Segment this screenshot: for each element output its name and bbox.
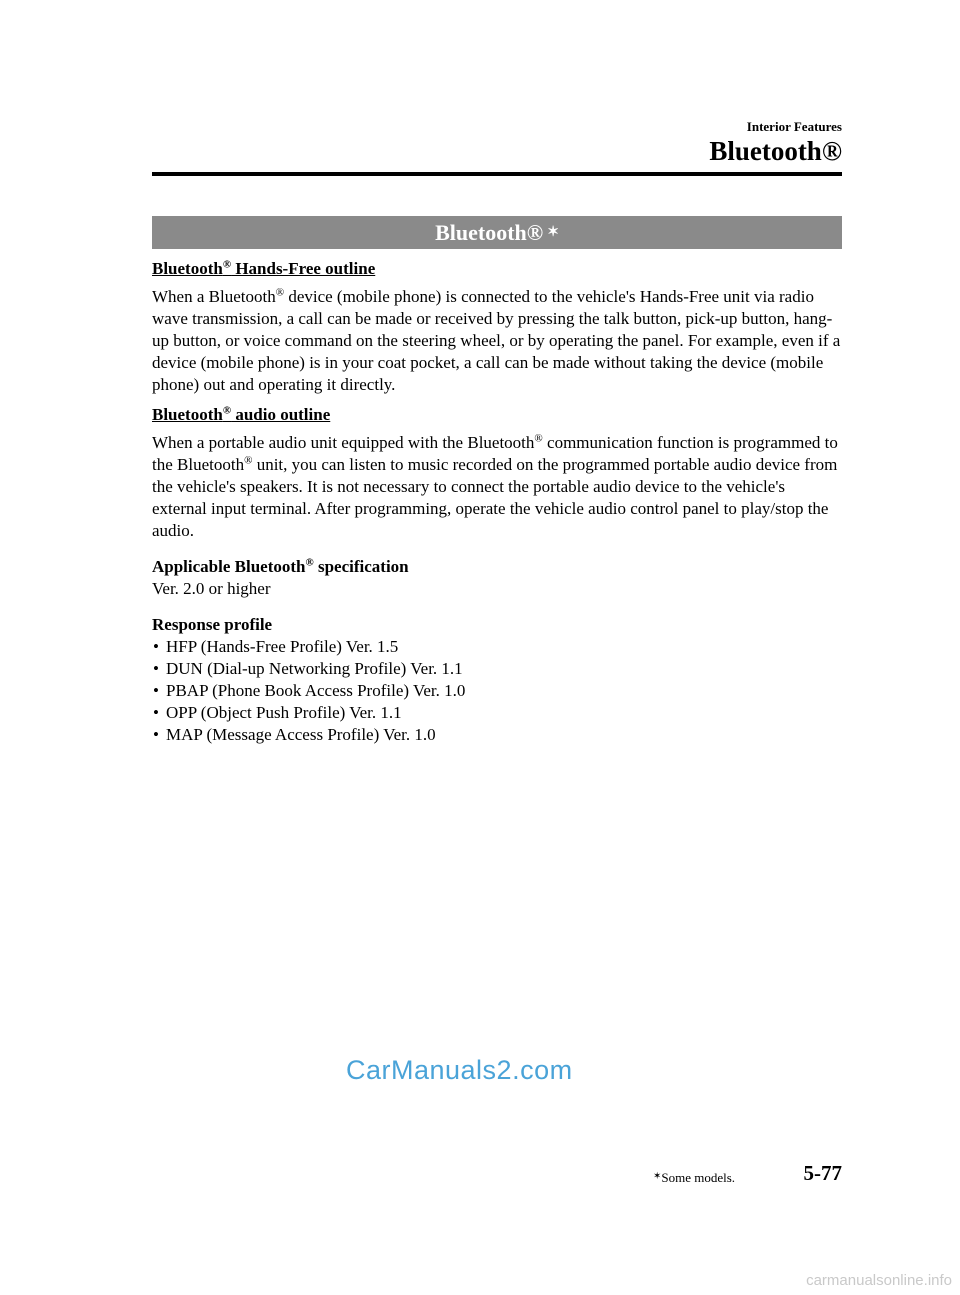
bullet-icon: •: [153, 703, 159, 722]
site-link[interactable]: carmanualsonline.info: [806, 1272, 952, 1289]
audio-text-1: When a portable audio unit equipped with the Bluetooth: [152, 433, 535, 452]
footnote-text: Some models.: [661, 1170, 736, 1185]
running-header-title: Bluetooth®: [709, 136, 842, 166]
spec-heading-post: specification: [313, 557, 409, 576]
spec-heading-pre: Applicable Bluetooth: [152, 557, 306, 576]
profile-text: MAP (Message Access Profile) Ver. 1.0: [166, 725, 436, 744]
handsfree-heading: [152, 258, 842, 280]
audio-heading-post: audio outline: [231, 405, 331, 424]
handsfree-text-2: device (mobile phone) is connected to the vehicle's Hands-Free unit via radio wave transmission, a call can be made or received by pressing the talk button, pick-up button, hang-up button, or voice command on the steering wheel, or by operating the panel. For example, even if a device (mobile phone) is in your coat pocket, a call can be made without taking the device (mobile phone) out and operating it directly.: [152, 287, 841, 394]
list-item: [152, 658, 842, 680]
some-models-star-icon: ✶: [547, 225, 559, 240]
banner-title: Bluetooth®: [435, 220, 544, 245]
spec-value: Ver. 2.0 or higher: [152, 579, 271, 598]
some-models-star-icon: ✶: [653, 1171, 662, 1182]
handsfree-paragraph: [152, 286, 842, 396]
audio-text-2: communication function is programmed to the Bluetooth: [152, 433, 838, 474]
footnote: [653, 1170, 735, 1186]
list-item: [152, 724, 842, 746]
handsfree-heading-post: Hands-Free outline: [231, 259, 376, 278]
watermark-link[interactable]: CarManuals2.com: [346, 1055, 573, 1085]
profiles-list: [152, 636, 842, 746]
profile-text: HFP (Hands-Free Profile) Ver. 1.5: [166, 637, 399, 656]
audio-paragraph: [152, 432, 842, 542]
profile-text: PBAP (Phone Book Access Profile) Ver. 1.0: [166, 681, 466, 700]
handsfree-heading-pre: Bluetooth: [152, 259, 223, 278]
bullet-icon: •: [153, 659, 159, 678]
list-item: [152, 636, 842, 658]
header-divider: [152, 172, 842, 176]
bullet-icon: •: [153, 637, 159, 656]
page-number: 5-77: [803, 1161, 842, 1185]
profile-text: OPP (Object Push Profile) Ver. 1.1: [166, 703, 402, 722]
registered-mark: ®: [222, 258, 232, 271]
list-item: [152, 702, 842, 724]
running-header-section: Interior Features: [746, 119, 842, 134]
bullet-icon: •: [153, 681, 159, 700]
profiles-heading: Response profile: [152, 615, 273, 634]
spec-heading: [152, 556, 842, 578]
audio-text-3: unit, you can listen to music recorded on the programmed portable audio device from the vehicle's speakers. It is not necessary to connect the portable audio device to the vehicle's external input terminal. After programming, operate the vehicle audio control panel to play/stop the audio.: [152, 455, 838, 540]
registered-mark: ®: [305, 556, 314, 569]
registered-mark: ®: [534, 432, 543, 445]
bottom-bar: [0, 1261, 960, 1295]
registered-mark: ®: [222, 404, 232, 417]
registered-mark: ®: [244, 454, 253, 467]
profile-text: DUN (Dial-up Networking Profile) Ver. 1.1: [166, 659, 463, 678]
audio-heading-pre: Bluetooth: [152, 405, 223, 424]
list-item: [152, 680, 842, 702]
registered-mark: ®: [275, 286, 285, 299]
section-banner: [152, 216, 842, 249]
audio-heading: [152, 404, 842, 426]
handsfree-text-1: When a Bluetooth: [152, 287, 276, 306]
page-content: [152, 258, 842, 746]
bullet-icon: •: [153, 725, 159, 744]
